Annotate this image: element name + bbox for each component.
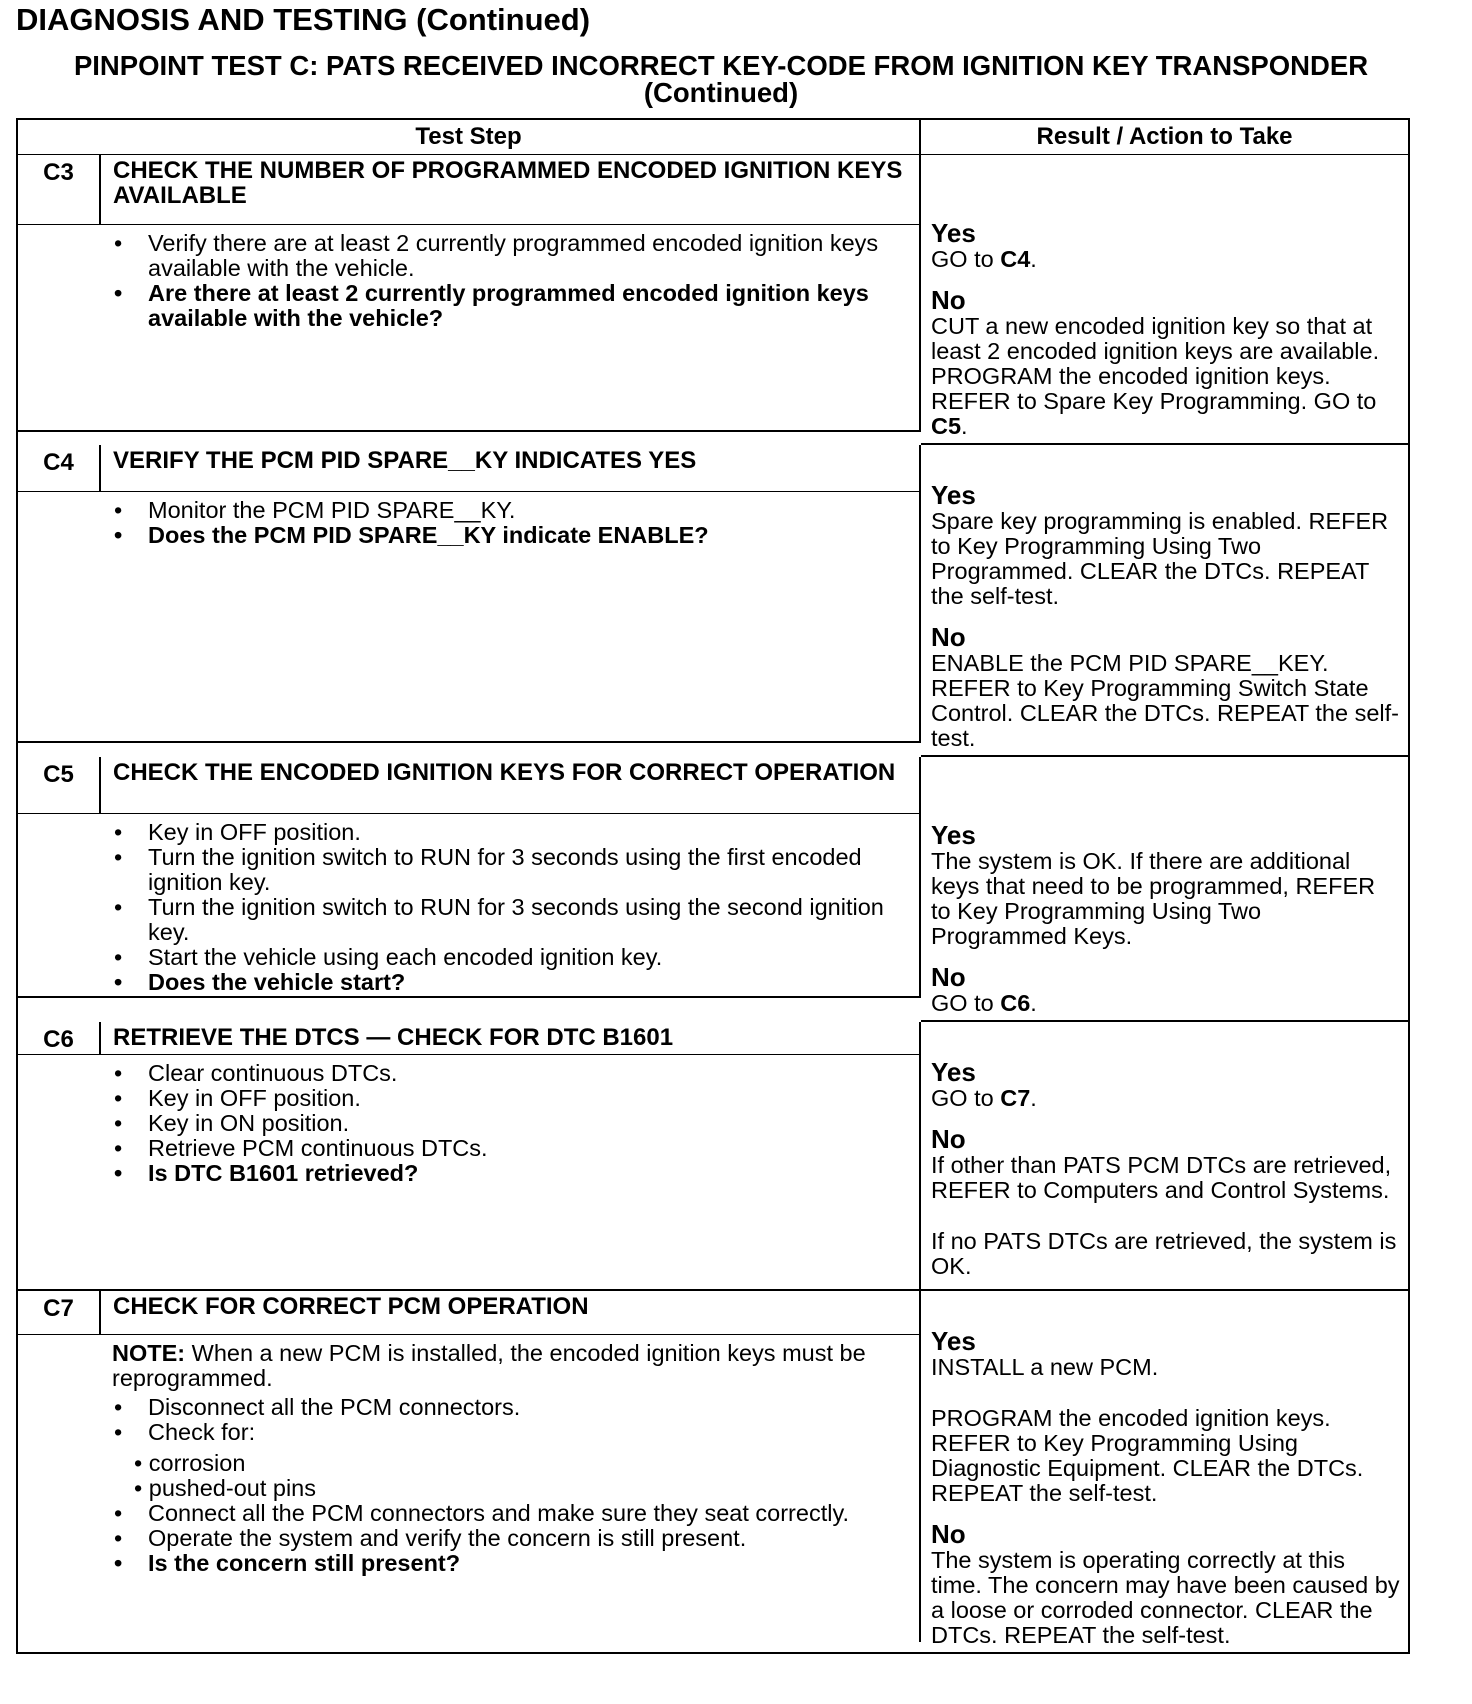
sub-bullet: • corrosion (134, 1451, 911, 1476)
step-bullet: • Monitor the PCM PID SPARE__KY. (114, 498, 911, 523)
header-test-step: Test Step (18, 120, 921, 155)
yes-action: The system is OK. If there are additional keys that need to be programmed, REFER to Key Programming Using Two Programmed Keys. (931, 848, 1376, 949)
step-question: • Does the PCM PID SPARE__KY indicate ENABLE? (114, 523, 911, 548)
step-question: • Is the concern still present? (114, 1551, 911, 1576)
step-question: • Are there at least 2 currently programmed encoded ignition keys available with the vehicle? (114, 281, 911, 331)
header-result: Result / Action to Take (921, 120, 1408, 155)
step-bullet: • Key in OFF position. (114, 1086, 911, 1111)
no-action: The system is operating correctly at this time. The concern may have been caused by a loose or corroded connector. CLEAR the DTCs. REPEAT the self-test. (931, 1547, 1400, 1648)
yes-action-extra: PROGRAM the encoded ignition keys. REFER to Key Programming Using Diagnostic Equipment. CLEAR the DTCs. REPEAT the self-test. (931, 1405, 1364, 1506)
no-action-extra: If no PATS DTCs are retrieved, the system is OK. (931, 1228, 1397, 1279)
step-bullet: • Verify there are at least 2 currently programmed encoded ignition keys available with the vehicle. (114, 231, 911, 281)
goto-link[interactable]: C4 (1000, 246, 1031, 272)
no-label: No (931, 1519, 966, 1549)
no-action: CUT a new encoded ignition key so that at least 2 encoded ignition keys are available. PROGRAM the encoded ignition keys. REFER to Spare Key Programming. GO to C5. (931, 313, 1380, 439)
step-bullet: • Check for: (114, 1420, 911, 1445)
goto-link[interactable]: C7 (1000, 1085, 1031, 1111)
yes-label: Yes (931, 480, 976, 510)
step-bullet: • Turn the ignition switch to RUN for 3 seconds using the first encoded ignition key. (114, 845, 911, 895)
step-body (18, 1335, 921, 1642)
no-label: No (931, 962, 966, 992)
step-result (921, 1291, 1408, 1652)
no-label: No (931, 622, 966, 652)
step-id: C5 (18, 757, 101, 814)
step-title: CHECK FOR CORRECT PCM OPERATION (101, 1291, 921, 1335)
yes-action: GO to C7. (931, 1085, 1037, 1111)
pinpoint-test-title-line1: PINPOINT TEST C: PATS RECEIVED INCORRECT KEY-CODE FROM IGNITION KEY TRANSPONDER (73, 50, 1369, 81)
step-result (921, 1022, 1408, 1291)
step-id: C7 (18, 1291, 101, 1335)
step-title: CHECK THE NUMBER OF PROGRAMMED ENCODED IGNITION KEYS AVAILABLE (101, 155, 921, 225)
step-title: CHECK THE ENCODED IGNITION KEYS FOR CORRECT OPERATION (101, 757, 921, 814)
no-label: No (931, 1124, 966, 1154)
step-question: • Is DTC B1601 retrieved? (114, 1161, 911, 1186)
step-question: • Does the vehicle start? (114, 970, 911, 995)
pinpoint-test-title-line2: (Continued) (643, 77, 799, 108)
step-bullet: • Key in ON position. (114, 1111, 911, 1136)
pinpoint-test-title (16, 52, 1426, 106)
no-action: ENABLE the PCM PID SPARE__KEY. REFER to Key Programming Switch State Control. CLEAR the DTCs. REPEAT the self-test. (931, 650, 1399, 751)
step-body (18, 1055, 921, 1291)
step-title: RETRIEVE THE DTCS — CHECK FOR DTC B1601 (101, 1022, 921, 1055)
step-id: C3 (18, 155, 101, 225)
step-bullet: • Clear continuous DTCs. (114, 1061, 911, 1086)
yes-label: Yes (931, 1057, 976, 1087)
step-result (921, 445, 1408, 757)
step-bullet: • Turn the ignition switch to RUN for 3 seconds using the second ignition key. (114, 895, 911, 945)
step-id: C6 (18, 1022, 101, 1055)
goto-link[interactable]: C5 (931, 413, 962, 439)
step-result (921, 155, 1408, 445)
no-action: If other than PATS PCM DTCs are retrieved, REFER to Computers and Control Systems. (931, 1152, 1392, 1203)
sub-bullet: • pushed-out pins (134, 1476, 911, 1501)
step-body (18, 814, 921, 998)
pinpoint-test-table (16, 118, 1410, 1654)
yes-label: Yes (931, 820, 976, 850)
step-bullet: • Connect all the PCM connectors and make sure they seat correctly. (114, 1501, 911, 1526)
yes-label: Yes (931, 218, 976, 248)
yes-action: INSTALL a new PCM. (931, 1354, 1159, 1380)
no-label: No (931, 285, 966, 315)
no-action: GO to C6. (931, 990, 1037, 1016)
step-bullet: • Operate the system and verify the concern is still present. (114, 1526, 911, 1551)
yes-action: GO to C4. (931, 246, 1037, 272)
step-result (921, 757, 1408, 1022)
step-note: NOTE: When a new PCM is installed, the encoded ignition keys must be reprogrammed. (112, 1339, 866, 1391)
step-bullet: • Start the vehicle using each encoded ignition key. (114, 945, 911, 970)
step-body (18, 225, 921, 432)
step-body (18, 492, 921, 743)
step-id: C4 (18, 445, 101, 492)
page-title: DIAGNOSIS AND TESTING (Continued) (16, 2, 591, 37)
step-bullet: • Disconnect all the PCM connectors. (114, 1395, 911, 1420)
goto-link[interactable]: C6 (1000, 990, 1031, 1016)
yes-action: Spare key programming is enabled. REFER to Key Programming Using Two Programmed. CLEAR the DTCs. REPEAT the self-test. (931, 508, 1389, 609)
step-title: VERIFY THE PCM PID SPARE__KY INDICATES YES (101, 445, 921, 492)
step-bullet: • Key in OFF position. (114, 820, 911, 845)
step-bullet: • Retrieve PCM continuous DTCs. (114, 1136, 911, 1161)
yes-label: Yes (931, 1326, 976, 1356)
